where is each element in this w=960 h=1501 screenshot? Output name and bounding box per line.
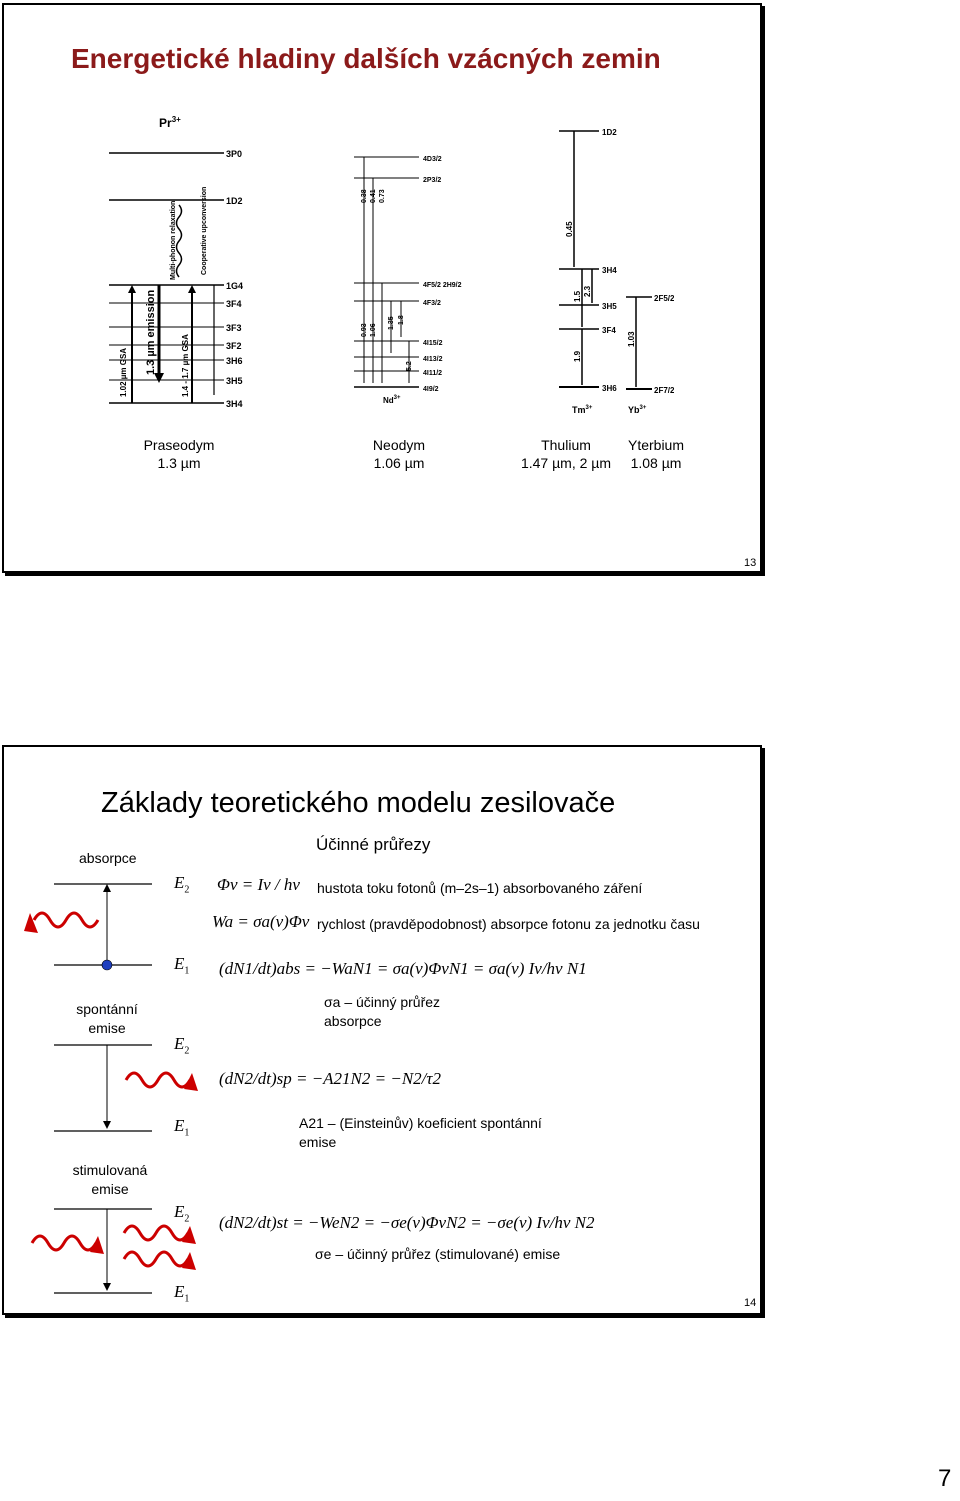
svg-text:2.3: 2.3	[583, 285, 592, 297]
svg-text:3H4: 3H4	[602, 266, 617, 275]
caption-thulium: Thulium 1.47 µm, 2 µm	[520, 437, 612, 471]
desc-sigma-e: σe – účinný průřez (stimulované) emise	[315, 1246, 561, 1262]
label-stimulated-emission: stimulovaná emise	[72, 1162, 148, 1197]
svg-text:1.03: 1.03	[627, 331, 636, 347]
svg-text:Cooperative upconversion: Cooperative upconversion	[201, 186, 208, 275]
equation-spontaneous: (dN2/dt)sp = −A21N2 = −N2/τ2	[219, 1069, 441, 1088]
desc-photon-flux: hustota toku fotonů (m–2s–1) absorbovaného záření	[317, 880, 643, 896]
electron-dot	[102, 960, 112, 970]
desc-absorption-rate: rychlost (pravděpodobnost) absorpce fotonu za jednotku času	[317, 916, 700, 932]
label-spontaneous-emission: spontánní emise	[76, 1001, 138, 1036]
level-e2: $E_2$	[174, 1202, 190, 1225]
svg-text:4I9/2: 4I9/2	[423, 386, 439, 393]
svg-text:4D3/2: 4D3/2	[423, 156, 442, 163]
svg-text:3F4: 3F4	[602, 326, 616, 335]
slide-title: Základy teoretického modelu zesilovače	[101, 787, 616, 819]
caption-yterbium: Yterbium 1.08 µm	[627, 437, 685, 471]
svg-text:0.45: 0.45	[565, 221, 574, 237]
svg-text:3H5: 3H5	[226, 376, 243, 386]
svg-text:3H6: 3H6	[602, 384, 617, 393]
svg-text:3H6: 3H6	[226, 356, 243, 366]
desc-sigma-a: σa – účinný průřez absorpce	[324, 994, 441, 1029]
svg-text:4I13/2: 4I13/2	[423, 356, 443, 363]
svg-text:1.9: 1.9	[573, 350, 582, 362]
equation-absorption: (dN1/dt)abs = −WaN1 = σa(ν)ΦνN1 = σa(ν) Iν/hν N1	[219, 959, 587, 978]
svg-text:1.5: 1.5	[573, 290, 582, 302]
svg-text:1D2: 1D2	[602, 128, 617, 137]
svg-text:1.3 µm emission: 1.3 µm emission	[145, 289, 157, 375]
svg-text:4I11/2: 4I11/2	[423, 370, 443, 377]
photon-wave-icon	[126, 1073, 190, 1087]
tm-label: $Tm^{3+}$	[572, 405, 593, 415]
level-e2: $E_2$	[174, 873, 190, 896]
svg-text:3F3: 3F3	[226, 323, 242, 333]
equation-photon-flux: Φν = Iν / hν	[217, 875, 300, 894]
svg-text:3H5: 3H5	[602, 302, 617, 311]
praseodymium-energy-diagram	[104, 105, 244, 415]
neodymium-energy-diagram	[349, 145, 469, 410]
svg-text:2P3/2: 2P3/2	[423, 177, 442, 184]
svg-text:0.41: 0.41	[370, 189, 377, 203]
slide-number: 13	[744, 557, 757, 569]
photon-wave-icon	[32, 1236, 96, 1250]
svg-text:Multi-phonon relaxation: Multi-phonon relaxation	[170, 200, 177, 280]
svg-text:0.93: 0.93	[361, 323, 368, 337]
slide-subtitle: Účinné průřezy	[316, 835, 431, 854]
svg-text:2F5/2: 2F5/2	[654, 294, 674, 303]
svg-text:1D2: 1D2	[226, 196, 243, 206]
yb-label: $Yb^{3+}$	[628, 405, 647, 415]
caption-praseodym: Praseodym 1.3 µm	[143, 437, 215, 471]
photon-wave-icon	[124, 1226, 188, 1240]
svg-text:1.4 - 1.7 µm GSA: 1.4 - 1.7 µm GSA	[181, 334, 190, 397]
svg-text:3H4: 3H4	[226, 399, 243, 409]
svg-text:3F2: 3F2	[226, 341, 242, 351]
svg-text:0.38: 0.38	[361, 189, 368, 203]
slide-number: 14	[744, 1297, 757, 1309]
svg-text:1.02 µm GSA: 1.02 µm GSA	[119, 347, 128, 397]
desc-a21: A21 – (Einsteinův) koeficient spontánní emise	[299, 1115, 542, 1150]
svg-text:3F4: 3F4	[226, 299, 242, 309]
svg-text:1.35: 1.35	[388, 316, 395, 330]
equation-stimulated: (dN2/dt)st = −WeN2 = −σe(ν)ΦνN2 = −σe(ν) Iν/hν N2	[219, 1213, 595, 1232]
slide-14	[2, 745, 762, 1315]
photon-wave-icon	[34, 913, 98, 927]
level-e1: $E_1$	[174, 954, 190, 977]
svg-text:3P0: 3P0	[226, 149, 243, 159]
svg-text:0.73: 0.73	[379, 189, 386, 203]
photon-wave-icon	[124, 1252, 188, 1266]
svg-text:4F3/2: 4F3/2	[423, 300, 441, 307]
svg-text:5.2: 5.2	[406, 361, 413, 371]
nd-label: $Nd^{3+}$	[383, 395, 401, 405]
svg-text:1.06: 1.06	[370, 323, 377, 337]
level-e1: $E_1$	[174, 1282, 190, 1305]
slide-title: Energetické hladiny dalších vzácných zemin	[71, 43, 661, 74]
thulium-ytterbium-energy-diagram	[554, 117, 674, 417]
label-absorption: absorpce	[79, 850, 137, 866]
svg-text:1.8: 1.8	[398, 315, 405, 325]
svg-text:2F7/2: 2F7/2	[654, 386, 674, 395]
slide-13	[2, 3, 762, 573]
svg-text:4I15/2: 4I15/2	[423, 340, 443, 347]
equation-absorption-rate: Wa = σa(ν)Φν	[212, 912, 310, 931]
svg-text:4F5/2 2H9/2: 4F5/2 2H9/2	[423, 282, 462, 289]
svg-text:1G4: 1G4	[226, 281, 244, 291]
page-number: 7	[938, 1465, 952, 1492]
pr-label: $Pr^{3+}$	[159, 115, 181, 130]
level-e1: $E_1$	[174, 1116, 190, 1139]
level-e2: $E_2$	[174, 1034, 190, 1057]
caption-neodym: Neodym 1.06 µm	[372, 437, 426, 471]
